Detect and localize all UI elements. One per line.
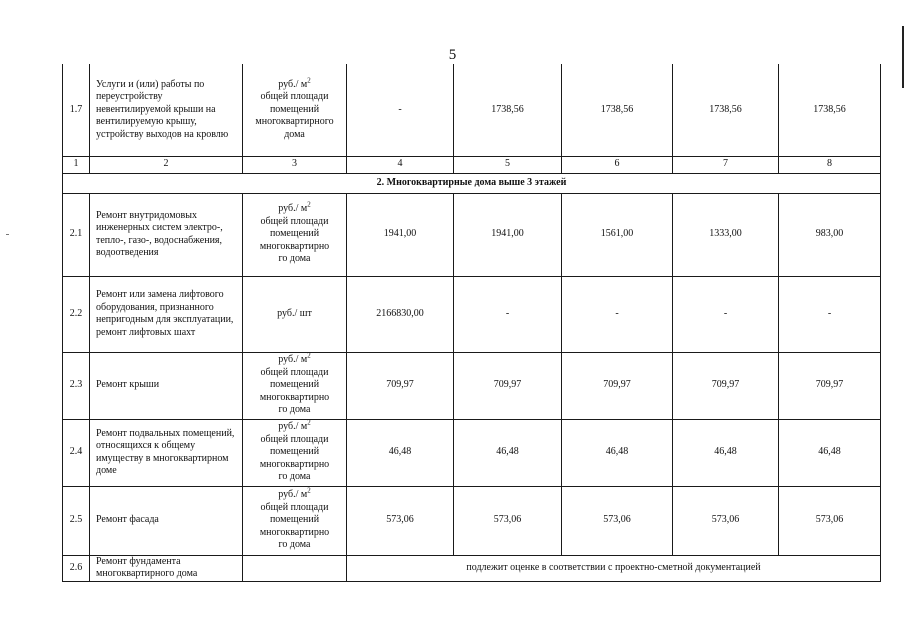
work-name: Ремонт крыши bbox=[90, 352, 243, 419]
unit-cell: руб./ шт bbox=[243, 276, 347, 352]
value-cell: 1941,00 bbox=[347, 193, 454, 276]
value-cell: 709,97 bbox=[673, 352, 779, 419]
row-number: 2.3 bbox=[63, 352, 90, 419]
unit-cell: руб./ $м^2$ общей площади помещений многоквартирно го дома bbox=[243, 486, 347, 555]
page-number: 5 bbox=[448, 47, 457, 63]
value-cell: 709,97 bbox=[454, 352, 562, 419]
column-number: 4 bbox=[347, 156, 454, 173]
row-number: 2.4 bbox=[63, 419, 90, 486]
table-row-2-5 bbox=[63, 486, 881, 555]
work-name: Ремонт или замена лифтового оборудования, признанного непригодным для эксплуатации, ремонт лифтовых шахт bbox=[90, 276, 243, 352]
work-name: Услуги и (или) работы по переустройству невентилируемой крыши на вентилируемую крышу, устройству выходов на кровлю bbox=[90, 64, 243, 156]
value-cell: 573,06 bbox=[562, 486, 673, 555]
table-row-2-2 bbox=[63, 276, 881, 352]
column-number: 5 bbox=[454, 156, 562, 173]
work-name: Ремонт фундамента многоквартирного дома bbox=[90, 555, 243, 581]
table-row-1-7 bbox=[63, 64, 881, 156]
row-number: 1.7 bbox=[63, 64, 90, 156]
value-cell: 1738,56 bbox=[454, 64, 562, 156]
value-cell: 573,06 bbox=[673, 486, 779, 555]
value-cell: - bbox=[347, 64, 454, 156]
unit-cell: руб./ $м^2$ общей площади помещений многоквартирно го дома bbox=[243, 193, 347, 276]
value-cell: 983,00 bbox=[779, 193, 881, 276]
value-cell: 1738,56 bbox=[779, 64, 881, 156]
column-number: 7 bbox=[673, 156, 779, 173]
scan-speck bbox=[6, 234, 9, 235]
table-row-2-3 bbox=[63, 352, 881, 419]
row-number: 2.5 bbox=[63, 486, 90, 555]
value-cell: - bbox=[454, 276, 562, 352]
column-number: 1 bbox=[63, 156, 90, 173]
row-number: 2.1 bbox=[63, 193, 90, 276]
value-cell: - bbox=[779, 276, 881, 352]
work-name: Ремонт подвальных помещений, относящихся к общему имуществу в многоквартирном доме bbox=[90, 419, 243, 486]
unit-cell-empty bbox=[243, 555, 347, 581]
work-name: Ремонт внутридомовых инженерных систем электро-, тепло-, газо-, водоснабжения, водоотведения bbox=[90, 193, 243, 276]
value-cell: 573,06 bbox=[347, 486, 454, 555]
value-cell: 46,48 bbox=[454, 419, 562, 486]
table-row-2-6 bbox=[63, 555, 881, 581]
column-number: 3 bbox=[243, 156, 347, 173]
value-cell: 1738,56 bbox=[673, 64, 779, 156]
column-number: 6 bbox=[562, 156, 673, 173]
value-cell: 1333,00 bbox=[673, 193, 779, 276]
tariff-table bbox=[62, 64, 881, 582]
unit-cell: руб./ $м^2$ общей площади помещений многоквартирно го дома bbox=[243, 419, 347, 486]
column-number-row bbox=[63, 156, 881, 173]
column-number: 2 bbox=[90, 156, 243, 173]
value-cell: 46,48 bbox=[673, 419, 779, 486]
scan-edge-mark bbox=[902, 26, 904, 88]
value-cell: 1941,00 bbox=[454, 193, 562, 276]
estimate-note: подлежит оценке в соответствии с проектно-сметной документацией bbox=[347, 555, 881, 581]
value-cell: 709,97 bbox=[562, 352, 673, 419]
work-name: Ремонт фасада bbox=[90, 486, 243, 555]
unit-rub-m2: руб./ $м^2$ bbox=[278, 76, 311, 90]
value-cell: 46,48 bbox=[779, 419, 881, 486]
row-number: 2.6 bbox=[63, 555, 90, 581]
value-cell: - bbox=[673, 276, 779, 352]
value-cell: 709,97 bbox=[347, 352, 454, 419]
value-cell: - bbox=[562, 276, 673, 352]
value-cell: 46,48 bbox=[562, 419, 673, 486]
value-cell: 2166830,00 bbox=[347, 276, 454, 352]
row-number: 2.2 bbox=[63, 276, 90, 352]
value-cell: 1738,56 bbox=[562, 64, 673, 156]
value-cell: 46,48 bbox=[347, 419, 454, 486]
section-title: 2. Многоквартирные дома выше 3 этажей bbox=[63, 173, 881, 193]
value-cell: 573,06 bbox=[454, 486, 562, 555]
section-header-row bbox=[63, 173, 881, 193]
unit-area-text: общей площади помещений многоквартирного дома bbox=[255, 91, 334, 140]
value-cell: 573,06 bbox=[779, 486, 881, 555]
value-cell: 1561,00 bbox=[562, 193, 673, 276]
unit-cell bbox=[243, 64, 347, 156]
column-number: 8 bbox=[779, 156, 881, 173]
table-row-2-4 bbox=[63, 419, 881, 486]
table-row-2-1 bbox=[63, 193, 881, 276]
value-cell: 709,97 bbox=[779, 352, 881, 419]
unit-cell: руб./ $м^2$ общей площади помещений многоквартирно го дома bbox=[243, 352, 347, 419]
